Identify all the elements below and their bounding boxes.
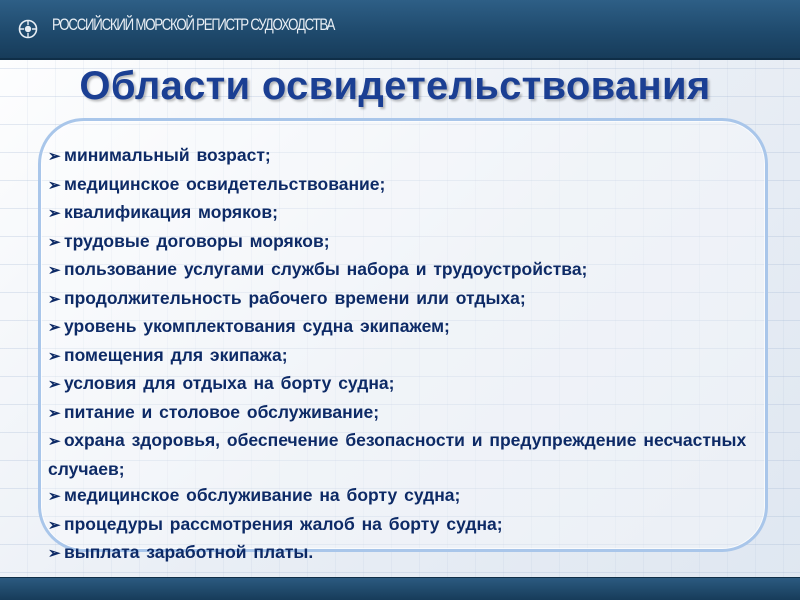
list-item-text: минимальный возраст;	[64, 145, 271, 165]
header-bar	[0, 0, 800, 60]
arrow-bullet-icon: ➢	[48, 176, 61, 194]
list-item	[48, 427, 748, 482]
list-item-text: трудовые договоры моряков;	[64, 230, 330, 251]
list-item	[48, 228, 748, 257]
list-item-text: охрана здоровья, обеспечение безопасности и предупреждение несчастных случаев;	[48, 430, 747, 479]
list-item	[48, 482, 748, 511]
arrow-bullet-icon: ➢	[48, 404, 61, 422]
arrow-bullet-icon: ➢	[48, 376, 61, 393]
list-item	[48, 142, 748, 171]
list-item	[48, 256, 748, 285]
list-item	[48, 539, 748, 568]
list-item	[48, 370, 748, 399]
list-item-text: квалификация моряков;	[64, 202, 278, 222]
arrow-bullet-icon: ➢	[48, 290, 61, 308]
arrow-bullet-icon: ➢	[48, 545, 61, 562]
list-item-text: уровень укомплектования судна экипажем;	[64, 316, 450, 336]
list-item-text: питание и столовое обслуживание;	[64, 401, 380, 422]
arrow-bullet-icon: ➢	[48, 433, 61, 450]
list-item-text: условия для отдыха на борту судна;	[64, 373, 395, 393]
list-item-text: помещения для экипажа;	[64, 344, 288, 365]
arrow-bullet-icon: ➢	[48, 148, 61, 165]
register-emblem-icon	[18, 19, 38, 39]
list-item	[48, 285, 748, 314]
list-item	[48, 511, 748, 540]
footer-bar	[0, 577, 800, 600]
list-item	[48, 199, 748, 228]
list-item	[48, 171, 748, 200]
list-item-text: пользование услугами службы набора и трудоустройства;	[64, 259, 588, 279]
list-item	[48, 313, 748, 342]
arrow-bullet-icon: ➢	[48, 262, 61, 279]
list-item-text: продолжительность рабочего времени или отдыха;	[64, 287, 526, 308]
arrow-bullet-icon: ➢	[48, 488, 61, 505]
organization-name: РОССИЙСКИЙ МОРСКОЙ РЕГИСТР СУДОХОДСТВА	[52, 15, 335, 34]
list-item-text: выплата заработной платы.	[64, 542, 314, 562]
list-item	[48, 342, 748, 371]
arrow-bullet-icon: ➢	[48, 516, 61, 534]
list-item-text: медицинское освидетельствование;	[64, 173, 386, 194]
list-item	[48, 399, 748, 428]
arrow-bullet-icon: ➢	[48, 347, 61, 365]
page-title: Области освидетельствования	[79, 64, 711, 108]
arrow-bullet-icon: ➢	[48, 319, 61, 336]
list-item-text: медицинское обслуживание на борту судна;	[64, 485, 461, 505]
arrow-bullet-icon: ➢	[48, 233, 61, 251]
survey-areas-list	[48, 142, 748, 568]
list-item-text: процедуры рассмотрения жалоб на борту судна;	[64, 513, 503, 534]
arrow-bullet-icon: ➢	[48, 205, 61, 222]
